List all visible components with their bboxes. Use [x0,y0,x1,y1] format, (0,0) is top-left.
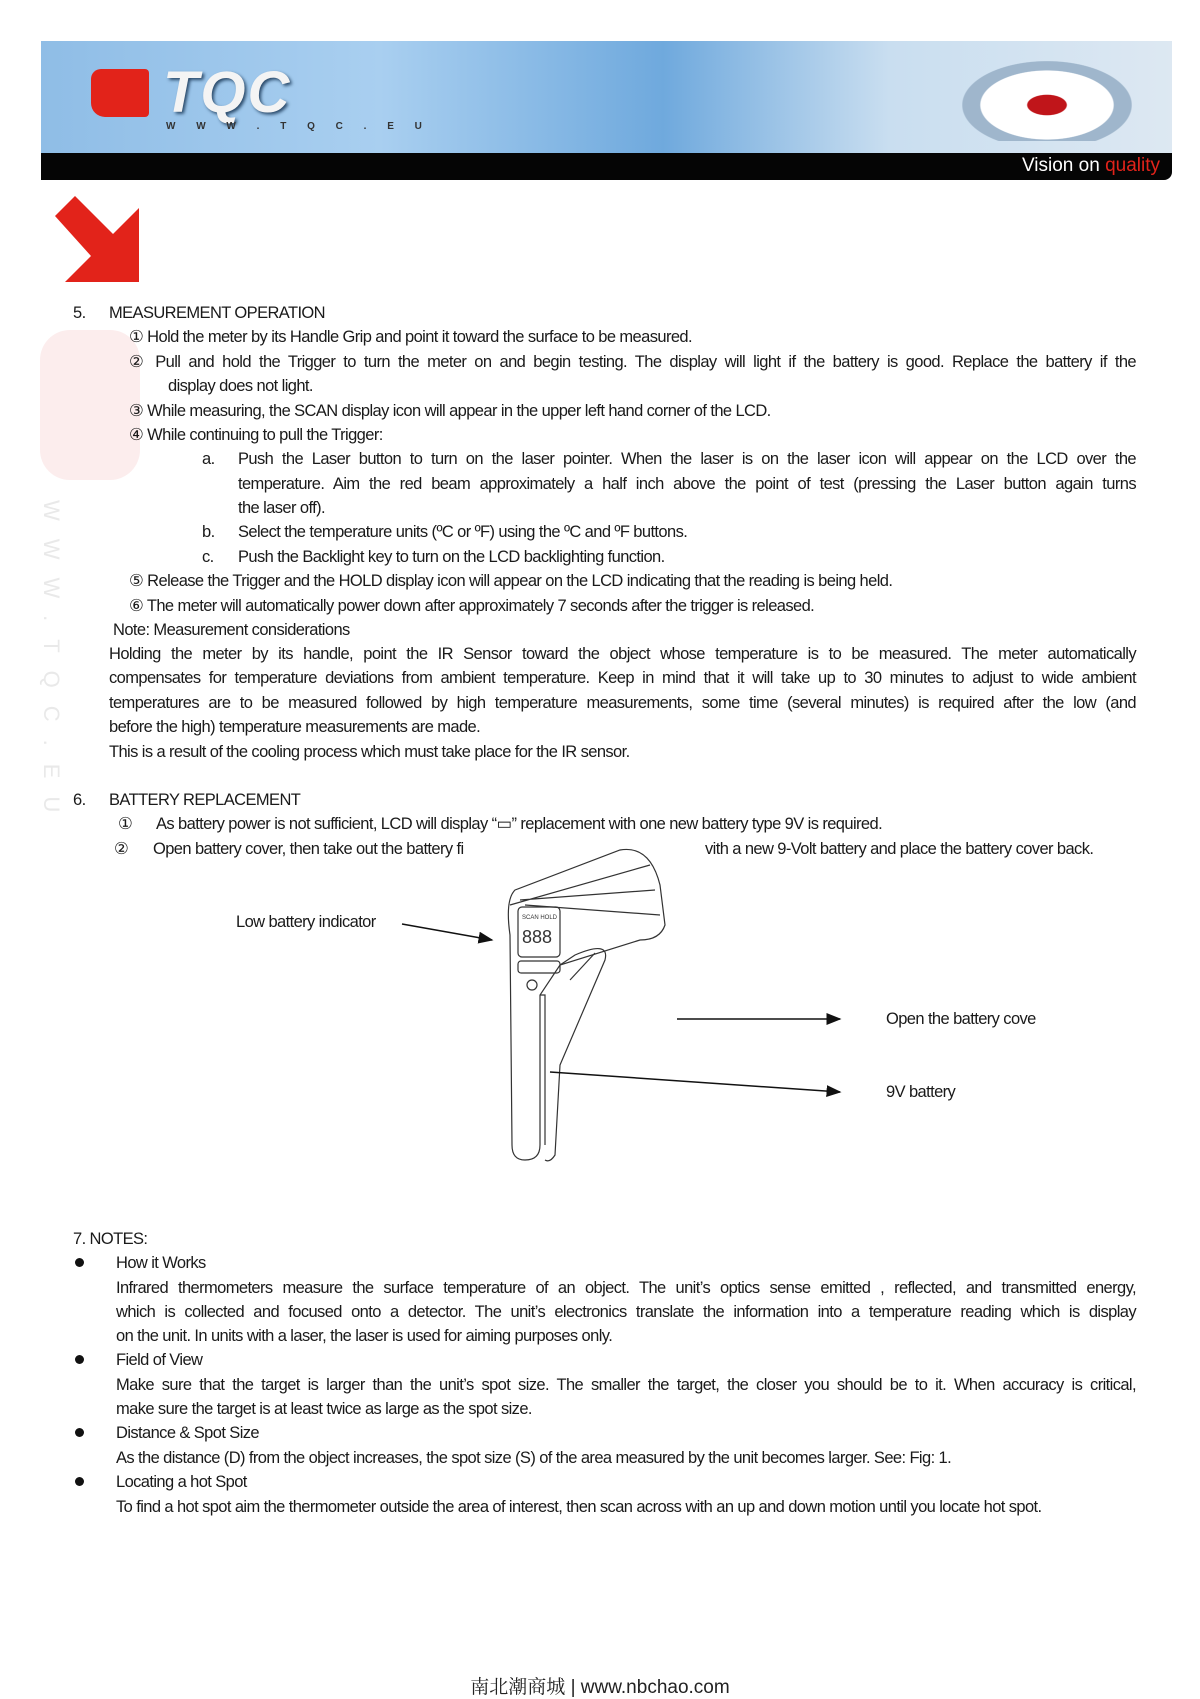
eye-image [962,61,1132,141]
battery-step-1-marker: ① [118,815,133,833]
note-heading: Locating a hot Spot [116,1473,247,1491]
thermometer-illustration [500,845,670,1165]
tagline [1022,155,1160,177]
svg-text:SCAN HOLD: SCAN HOLD [522,915,558,921]
logo-mark [91,69,149,117]
sub-a-line2: temperature. Aim the red beam approximately a half inch above the point of test (pressing the Laser button again turns [238,475,1136,493]
sub-a-line3: the laser off). [238,499,325,517]
note-text: To find a hot spot aim the thermometer outside the area of interest, then scan across with an up and down motion until you locate hot spot. [116,1498,1042,1516]
svg-text:888: 888 [522,927,553,947]
footer-link[interactable]: 南北潮商城 | www.nbchao.com [470,1677,730,1698]
logo: TQC [163,60,292,125]
section-number: 5. [73,304,86,322]
section-title: MEASUREMENT OPERATION [109,304,325,322]
step-2-cont: display does not light. [168,377,313,395]
logo-url: W W W . T Q C . E U [166,121,431,132]
note-heading: Distance & Spot Size [116,1424,259,1442]
step-6: ⑥ The meter will automatically power down after approximately 7 seconds after the trigger is released. [129,597,815,615]
note-title: Note: Measurement considerations [113,621,350,639]
sub-c: Push the Backlight key to turn on the LCD backlighting function. [238,548,665,566]
bullet-icon [75,1477,84,1486]
step-5: ⑤ Release the Trigger and the HOLD display icon will appear on the LCD indicating that the reading is being held. [129,572,893,590]
battery-step-2a: Open battery cover, then take out the battery fi [153,840,464,858]
sub-c-marker: c. [202,548,214,566]
sub-b-marker: b. [202,523,215,541]
watermark: WWW.TQC.EU [39,500,64,831]
section-title: 7. NOTES: [73,1230,148,1248]
step-1: ① Hold the meter by its Handle Grip and point it toward the surface to be measured. [129,328,692,346]
note-heading: How it Works [116,1254,206,1272]
note-text: Infrared thermometers measure the surface temperature of an object. The unit’s optics sense emitted , reflected, and transmitted energy, [116,1279,1136,1297]
note-text: As the distance (D) from the object increases, the spot size (S) of the area measured by the unit becomes larger. See: Fig: 1. [116,1449,952,1467]
battery-step-2b: vith a new 9-Volt battery and place the battery cover back. [705,840,1094,858]
step-2: ② Pull and hold the Trigger to turn the meter on and begin testing. The display will light if the battery is good. Replace the battery if the [129,353,1136,371]
section-title: BATTERY REPLACEMENT [109,791,301,809]
sub-a-marker: a. [202,450,215,468]
battery-step-1: As battery power is not sufficient, LCD will display “▭” replacement with one new battery type 9V is required. [156,815,883,833]
banner-strip [41,153,1172,180]
red-arrow-icon [55,196,139,282]
arrow-low-battery [402,924,492,940]
step-3: ③ While measuring, the SCAN display icon will appear in the upper left hand corner of the LCD. [129,402,771,420]
bullet-icon [75,1258,84,1267]
bullet-icon [75,1355,84,1364]
note-text: make sure the target is at least twice as large as the spot size. [116,1400,532,1418]
step-4: ④ While continuing to pull the Trigger: [129,426,383,444]
note-line: compensates for temperature deviations from ambient temperature. Keep in mind that it will take up to 30 minutes to adjust to wide ambient [109,669,1136,687]
section-number: 6. [73,791,86,809]
header-banner [41,41,1172,180]
battery-step-2-marker: ② [114,840,129,858]
label-9v-battery: 9V battery [886,1083,956,1101]
tagline-accent: quality [1105,155,1160,176]
note-line: temperatures are to be measured followed by high temperature measurements, some time (several minutes) is required after the low (and [109,694,1136,712]
bullet-icon [75,1428,84,1437]
label-battery-cover: Open the battery cove [886,1010,1036,1028]
label-low-battery: Low battery indicator [236,913,376,931]
note-text: on the unit. In units with a laser, the laser is used for aiming purposes only. [116,1327,613,1345]
tagline-text: Vision on [1021,155,1100,176]
note-line: before the high) temperature measurements are made. [109,718,481,736]
note-heading: Field of View [116,1351,203,1369]
note-text: which is collected and focused onto a detector. The unit’s electronics translate the information into a temperature reading which is display [116,1303,1136,1321]
note-line: This is a result of the cooling process which must take place for the IR sensor. [109,743,630,761]
note-text: Make sure that the target is larger than the unit’s spot size. The smaller the target, the closer you should be to it. When accuracy is critical, [116,1376,1136,1394]
sub-a-line1: Push the Laser button to turn on the laser pointer. When the laser is on the laser icon will appear on the LCD over the [238,450,1136,468]
note-line: Holding the meter by its handle, point the IR Sensor toward the object whose temperature is to be measured. The meter automatically [109,645,1136,663]
sub-b: Select the temperature units (ºC or ºF) using the ºC and ºF buttons. [238,523,688,541]
watermark-shape [40,330,140,480]
